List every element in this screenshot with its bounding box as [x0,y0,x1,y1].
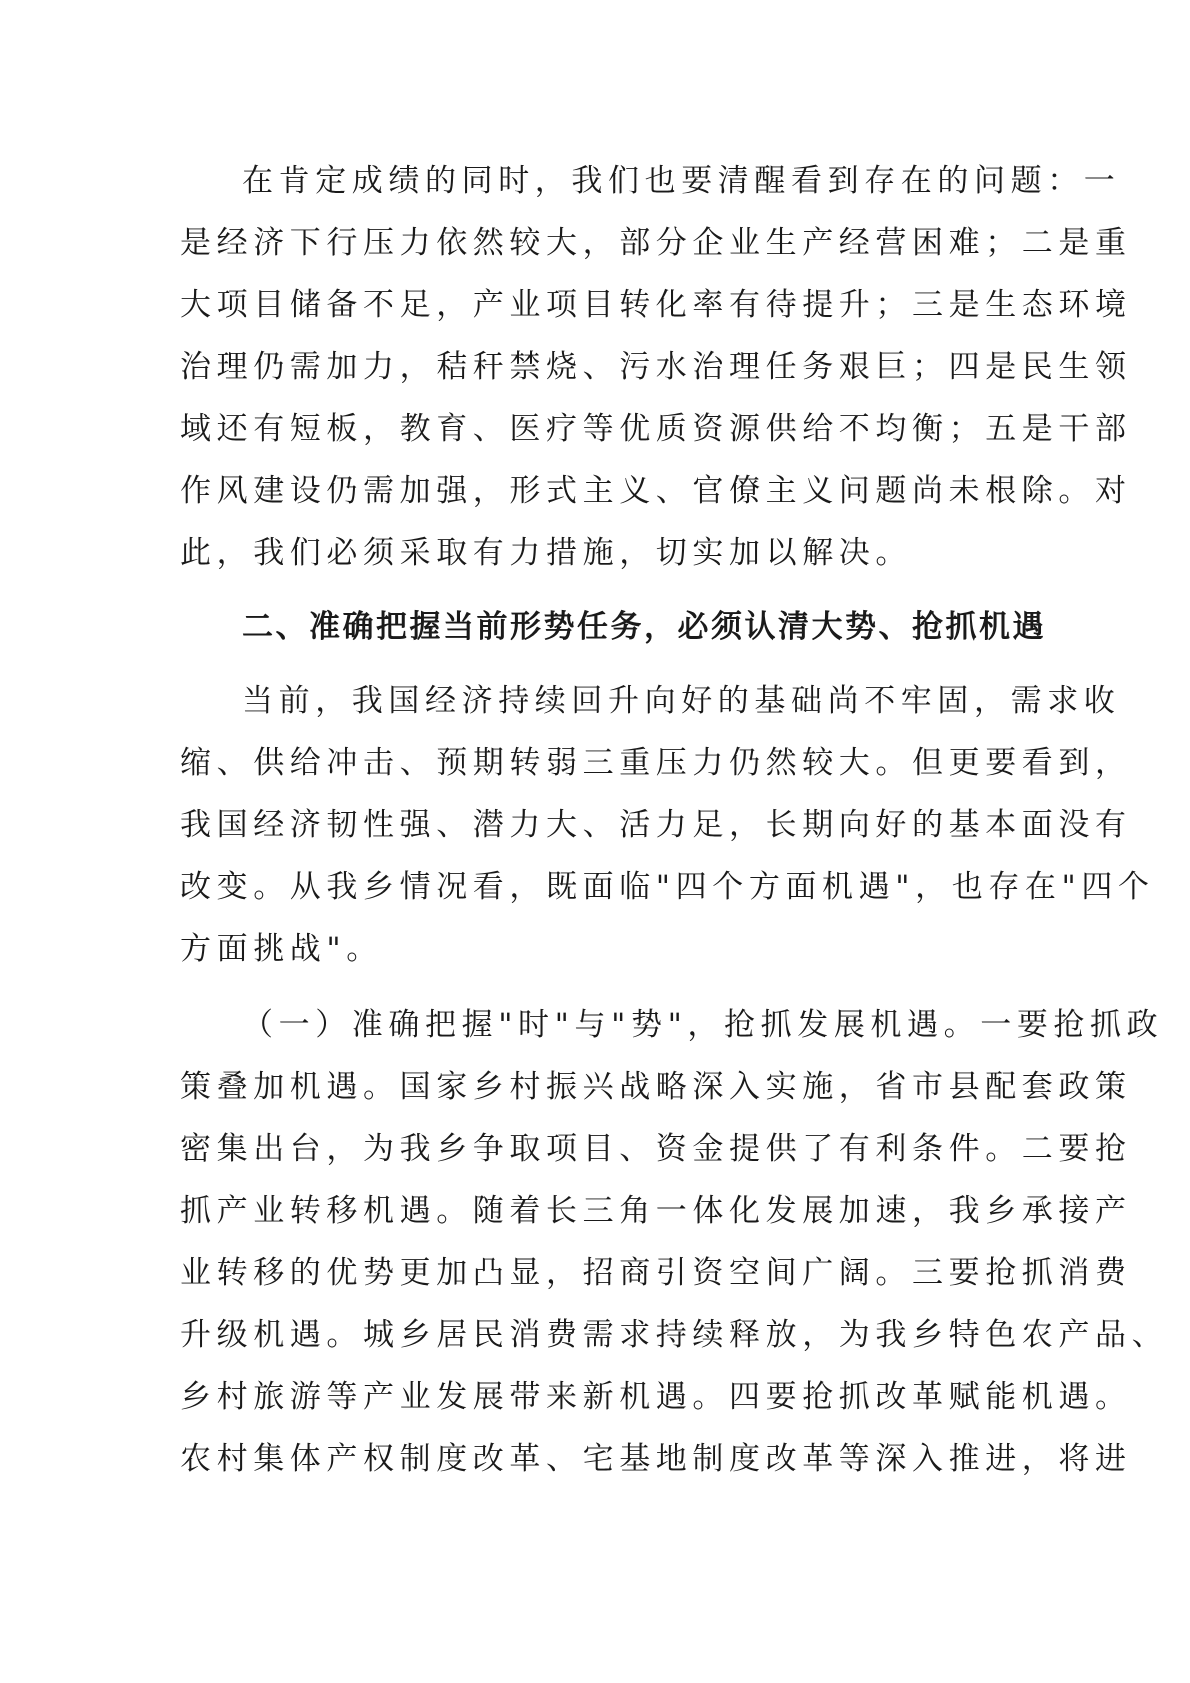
paragraph-line: 是经济下行压力依然较大，部分企业生产经营困难；二是重 [180,225,1132,261]
paragraph-line: （一）准确把握"时"与"势"，抢抓发展机遇。一要抢抓政 [242,1007,1164,1043]
paragraph-line: 业转移的优势更加凸显，招商引资空间广阔。三要抢抓消费 [180,1255,1132,1291]
section-heading: 二、准确把握当前形势任务，必须认清大势、抢抓机遇 [242,609,1046,645]
paragraph-line: 在肯定成绩的同时，我们也要清醒看到存在的问题：一 [242,163,1121,199]
paragraph-line: 密集出台，为我乡争取项目、资金提供了有利条件。二要抢 [180,1131,1132,1167]
paragraph-line: 作风建设仍需加强，形式主义、官僚主义问题尚未根除。对 [180,473,1132,509]
paragraph-line: 改变。从我乡情况看，既面临"四个方面机遇"，也存在"四个 [180,869,1155,905]
paragraph-problems [180,150,1132,584]
paragraph-line: 大项目储备不足，产业项目转化率有待提升；三是生态环境 [180,287,1132,323]
paragraph-line: 当前，我国经济持续回升向好的基础尚不牢固，需求收 [242,683,1121,719]
paragraph-line: 农村集体产权制度改革、宅基地制度改革等深入推进，将进 [180,1441,1132,1477]
paragraph-line: 此，我们必须采取有力措施，切实加以解决。 [180,535,912,571]
paragraph-opportunities [180,994,1169,1490]
document-body [180,150,1169,1490]
paragraph-line: 治理仍需加力，秸秆禁烧、污水治理任务艰巨；四是民生领 [180,349,1132,385]
paragraph-line: 升级机遇。城乡居民消费需求持续释放，为我乡特色农产品、 [180,1317,1169,1353]
paragraph-spacing [180,980,1014,994]
paragraph-situation [180,670,1155,980]
paragraph-line: 方面挑战"。 [180,931,383,967]
paragraph-spacing [180,658,1014,670]
paragraph-line: 域还有短板，教育、医疗等优质资源供给不均衡；五是干部 [180,411,1132,447]
paragraph-spacing [180,584,1014,596]
paragraph-line: 抓产业转移机遇。随着长三角一体化发展加速，我乡承接产 [180,1193,1132,1229]
paragraph-line: 缩、供给冲击、预期转弱三重压力仍然较大。但更要看到， [180,745,1132,781]
paragraph-line: 我国经济韧性强、潜力大、活力足，长期向好的基本面没有 [180,807,1132,843]
paragraph-line: 乡村旅游等产业发展带来新机遇。四要抢抓改革赋能机遇。 [180,1379,1132,1415]
paragraph-line: 策叠加机遇。国家乡村振兴战略深入实施，省市县配套政策 [180,1069,1132,1105]
